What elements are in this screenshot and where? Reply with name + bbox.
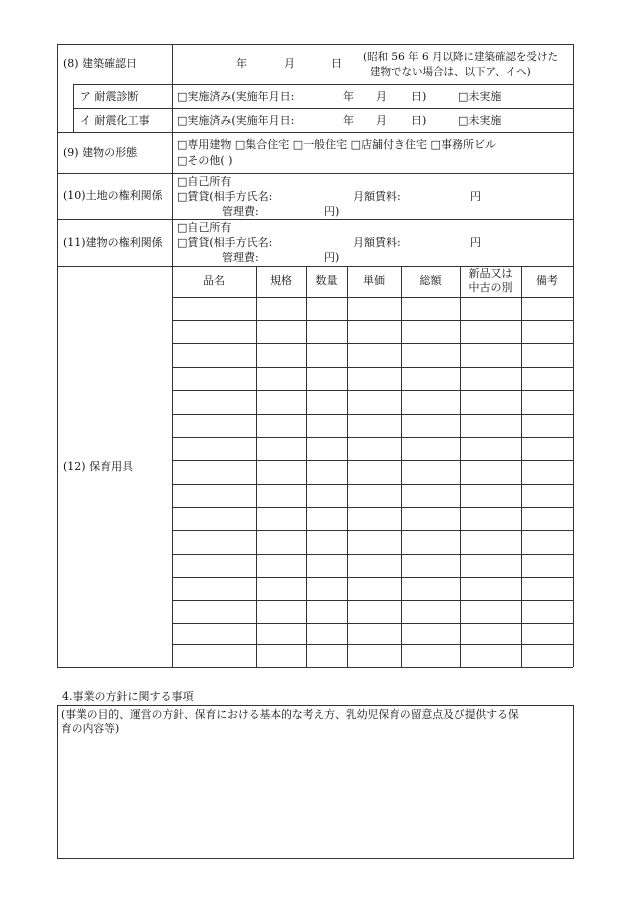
section11-label: (11)建物の権利関係 [63, 236, 163, 249]
land-monthly-rent-label: 月額賃料: [353, 190, 401, 203]
land-owned-checkbox[interactable]: □自己所有 [177, 175, 232, 188]
grid-row-line [172, 530, 573, 531]
grid-column-line [306, 266, 307, 667]
business-policy-desc-line1: (事業の目的、運営の方針、保育における基本的な考え方、乳幼児保育の留意点及び提供する保 [61, 708, 519, 721]
grid-row-line [172, 414, 573, 415]
section8-note-line1: (昭和 56 年 6 月以降に建築確認を受けた [363, 51, 558, 63]
grid-row-line [172, 644, 573, 645]
section8-year: 年 [236, 57, 247, 70]
col-header-remarks: 備考 [536, 274, 558, 287]
section4-heading: 4.事業の方針に関する事項 [62, 690, 194, 703]
section9-label: (9) 建物の形態 [63, 146, 138, 159]
grid-row-line [172, 623, 573, 624]
section8-day: 日 [331, 57, 342, 70]
seismic-diagnosis-label: ア 耐震診断 [80, 90, 139, 103]
section8-note-line2: 建物でない場合は、以下ア、イへ) [370, 66, 531, 78]
col-header-new-used-line2: 中古の別 [468, 281, 513, 294]
grid-row-line [172, 390, 573, 391]
grid-row-line [172, 343, 573, 344]
building-management-fee-label: 管理費: [222, 251, 259, 264]
grid-column-line [401, 266, 402, 667]
grid-row-line [172, 460, 573, 461]
seismic-diagnosis-not-done-checkbox[interactable]: □未実施 [458, 90, 502, 103]
building-rent-yen: 円 [470, 236, 481, 249]
grid-row-line [172, 600, 573, 601]
col-header-spec: 規格 [270, 274, 292, 287]
seismic-diagnosis-month: 月 [376, 90, 387, 103]
col-header-unit-price: 単価 [363, 274, 385, 287]
seismic-retrofit-day: 日) [411, 114, 427, 127]
business-policy-box[interactable] [57, 705, 574, 859]
col-header-total: 総額 [419, 274, 442, 287]
business-policy-desc-line2: 育の内容等) [61, 722, 120, 735]
building-type-options[interactable]: □専用建物 □集合住宅 □一般住宅 □店舗付き住宅 □事務所ビル [177, 138, 496, 151]
grid-row-line [172, 484, 573, 485]
land-management-fee-yen: 円) [324, 205, 340, 218]
section8-label: (8) 建築確認日 [63, 57, 138, 70]
building-type-other[interactable]: □その他( ) [177, 154, 233, 167]
grid-row-line [172, 297, 573, 298]
grid-column-line [460, 266, 461, 667]
land-rent-yen: 円 [470, 190, 481, 203]
section12-label: (12) 保育用具 [63, 460, 134, 473]
grid-row-line [172, 320, 573, 321]
seismic-retrofit-month: 月 [376, 114, 387, 127]
grid-row-line [172, 367, 573, 368]
col-header-new-used-line1: 新品又は [468, 267, 513, 280]
seismic-diagnosis-day: 日) [411, 90, 427, 103]
seismic-diagnosis-year: 年 [343, 90, 354, 103]
seismic-diagnosis-done-checkbox[interactable]: □実施済み(実施年月日: [177, 90, 295, 103]
seismic-retrofit-label: イ 耐震化工事 [80, 114, 150, 127]
section10-label: (10)土地の権利関係 [63, 189, 163, 202]
building-lease-checkbox[interactable]: □賃貸(相手方氏名: [177, 236, 273, 249]
col-header-qty: 数量 [315, 274, 338, 287]
building-management-fee-yen: 円) [324, 251, 340, 264]
building-monthly-rent-label: 月額賃料: [353, 236, 401, 249]
seismic-retrofit-not-done-checkbox[interactable]: □未実施 [458, 114, 502, 127]
grid-row-line [172, 577, 573, 578]
grid-row-line [172, 554, 573, 555]
grid-row-line [172, 437, 573, 438]
col-header-name: 品名 [203, 274, 225, 287]
seismic-retrofit-year: 年 [343, 114, 354, 127]
section8-month: 月 [284, 57, 295, 70]
grid-column-line [256, 266, 257, 667]
grid-column-line [521, 266, 522, 667]
grid-column-line [347, 266, 348, 667]
building-owned-checkbox[interactable]: □自己所有 [177, 221, 232, 234]
land-lease-checkbox[interactable]: □賃貸(相手方氏名: [177, 190, 273, 203]
land-management-fee-label: 管理費: [222, 205, 259, 218]
seismic-retrofit-done-checkbox[interactable]: □実施済み(実施年月日: [177, 114, 295, 127]
grid-row-line [172, 507, 573, 508]
